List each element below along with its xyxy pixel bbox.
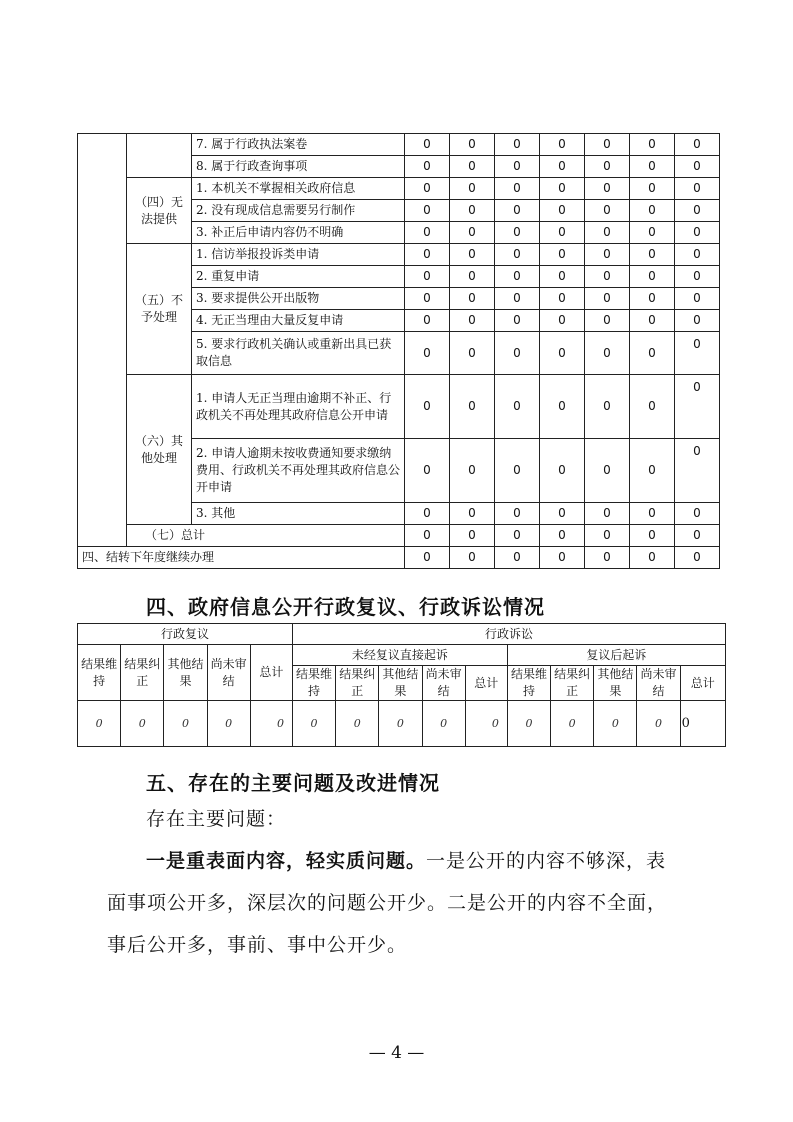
value-cell: 0 [450,200,495,222]
value-cell: 0 [540,266,585,288]
review-col-header: 尚未审结 [207,645,250,701]
review-col-header: 总计 [250,645,292,701]
after-col-header: 总计 [680,666,725,701]
value-cell: 0 [540,525,585,547]
table-row [78,375,720,439]
direct-value: 0 [379,701,422,747]
row-label: 1. 信访举报投诉类申请 [192,244,405,266]
value-cell: 0 [540,547,585,569]
value-cell: 0 [450,332,495,375]
value-cell: 0 [675,439,720,503]
after-value: 0 [637,701,680,747]
value-cell: 0 [450,244,495,266]
direct-value: 0 [422,701,465,747]
row-label: 8. 属于行政查询事项 [192,156,405,178]
value-cell: 0 [450,288,495,310]
value-cell: 0 [585,222,630,244]
after-value: 0 [507,701,550,747]
value-cell: 0 [675,244,720,266]
value-cell: 0 [495,288,540,310]
group-label [127,134,192,178]
after-value: 0 [551,701,594,747]
value-cell: 0 [675,332,720,375]
value-cell: 0 [540,288,585,310]
after-col-header: 其他结果 [594,666,637,701]
value-cell: 0 [405,156,450,178]
value-cell: 0 [450,503,495,525]
value-cell: 0 [495,244,540,266]
problem-bold-lead: 一是重表面内容，轻实质问题。 [146,850,427,872]
after-review-header: 复议后起诉 [507,645,725,666]
problems-paragraph-line3: 事后公开多，事前、事中公开少。 [107,934,408,956]
row-label: 3. 其他 [192,503,405,525]
value-cell: 0 [495,525,540,547]
direct-suit-header: 未经复议直接起诉 [292,645,507,666]
value-cell: 0 [405,503,450,525]
row-label: 2. 申请人逾期未按收费通知要求缴纳费用、行政机关不再处理其政府信息公开申请 [192,439,405,503]
review-col-header: 结果纠正 [121,645,164,701]
value-cell: 0 [540,178,585,200]
group-label: （五）不予处理 [127,244,192,375]
review-value: 0 [164,701,207,747]
table-row [78,178,720,200]
review-litigation-table [77,623,726,747]
direct-col-header: 结果纠正 [336,666,379,701]
direct-col-header: 总计 [465,666,507,701]
problems-paragraph-line2: 面事项公开多，深层次的问题公开少。二是公开的内容不全面， [107,892,668,914]
review-value: 0 [121,701,164,747]
carryover-row [78,547,720,569]
value-cell: 0 [630,288,675,310]
problems-paragraph-line1 [146,843,666,880]
after-col-header: 结果纠正 [551,666,594,701]
value-cell: 0 [405,178,450,200]
direct-value: 0 [292,701,335,747]
value-cell: 0 [630,310,675,332]
value-cell: 0 [675,503,720,525]
problems-intro: 存在主要问题： [146,808,287,830]
value-cell: 0 [540,310,585,332]
value-cell: 0 [675,310,720,332]
row-label: 3. 补正后申请内容仍不明确 [192,222,405,244]
value-cell: 0 [405,332,450,375]
value-cell: 0 [585,375,630,439]
value-cell: 0 [630,134,675,156]
value-cell: 0 [630,200,675,222]
litigation-header: 行政诉讼 [292,624,725,645]
value-cell: 0 [495,310,540,332]
total-label: （七）总计 [127,525,405,547]
page-number: — 4 — [368,1043,425,1063]
value-cell: 0 [450,156,495,178]
value-cell: 0 [585,503,630,525]
value-cell: 0 [540,222,585,244]
value-cell: 0 [495,200,540,222]
value-cell: 0 [405,134,450,156]
row-label: 2. 没有现成信息需要另行制作 [192,200,405,222]
value-cell: 0 [630,156,675,178]
value-cell: 0 [630,547,675,569]
direct-col-header: 尚未审结 [422,666,465,701]
value-cell: 0 [540,375,585,439]
section-5-heading: 五、存在的主要问题及改进情况 [146,771,440,795]
value-cell: 0 [495,439,540,503]
value-cell: 0 [405,525,450,547]
value-cell: 0 [675,547,720,569]
value-cell: 0 [450,525,495,547]
value-cell: 0 [450,310,495,332]
value-cell: 0 [675,288,720,310]
value-cell: 0 [405,266,450,288]
after-col-header: 尚未审结 [637,666,680,701]
outer-category-cell [78,134,127,547]
row-label: 2. 重复申请 [192,266,405,288]
direct-value: 0 [336,701,379,747]
value-cell: 0 [495,547,540,569]
value-cell: 0 [675,156,720,178]
value-cell: 0 [585,244,630,266]
row-label: 4. 无正当理由大量反复申请 [192,310,405,332]
value-cell: 0 [540,244,585,266]
value-cell: 0 [675,525,720,547]
value-cell: 0 [405,222,450,244]
value-cell: 0 [540,156,585,178]
value-cell: 0 [585,200,630,222]
direct-value: 0 [465,701,507,747]
value-cell: 0 [495,266,540,288]
review-value: 0 [250,701,292,747]
value-cell: 0 [540,134,585,156]
row-label: 3. 要求提供公开出版物 [192,288,405,310]
value-cell: 0 [405,244,450,266]
value-cell: 0 [450,375,495,439]
value-cell: 0 [585,310,630,332]
value-cell: 0 [585,288,630,310]
value-cell: 0 [495,332,540,375]
problem-text: 一是公开的内容不够深，表 [426,850,667,872]
value-cell: 0 [630,178,675,200]
value-cell: 0 [540,332,585,375]
value-cell: 0 [630,503,675,525]
value-cell: 0 [405,439,450,503]
review-col-header: 结果维持 [78,645,121,701]
value-cell: 0 [450,222,495,244]
after-value: 0 [594,701,637,747]
value-cell: 0 [540,503,585,525]
value-cell: 0 [405,288,450,310]
value-cell: 0 [450,266,495,288]
section-4-heading: 四、政府信息公开行政复议、行政诉讼情况 [146,595,545,619]
value-cell: 0 [540,200,585,222]
value-cell: 0 [405,375,450,439]
value-cell: 0 [495,156,540,178]
table-row [78,244,720,266]
value-cell: 0 [450,439,495,503]
value-cell: 0 [630,332,675,375]
value-cell: 0 [495,178,540,200]
value-cell: 0 [450,547,495,569]
value-cell: 0 [630,244,675,266]
value-cell: 0 [630,439,675,503]
row-label: 5. 要求行政机关确认或重新出具已获取信息 [192,332,405,375]
value-cell: 0 [495,222,540,244]
value-cell: 0 [585,156,630,178]
value-cell: 0 [585,525,630,547]
value-cell: 0 [495,375,540,439]
value-cell: 0 [450,178,495,200]
review-header: 行政复议 [78,624,293,645]
after-value: 0 [680,701,725,747]
value-cell: 0 [630,266,675,288]
value-cell: 0 [630,525,675,547]
value-cell: 0 [630,222,675,244]
application-handling-table [77,133,720,569]
value-cell: 0 [585,547,630,569]
value-cell: 0 [585,266,630,288]
direct-col-header: 结果维持 [292,666,335,701]
value-cell: 0 [675,266,720,288]
value-cell: 0 [450,134,495,156]
value-cell: 0 [405,547,450,569]
after-col-header: 结果维持 [507,666,550,701]
group-label: （四）无法提供 [127,178,192,244]
value-cell: 0 [585,332,630,375]
value-cell: 0 [405,200,450,222]
table-row [78,134,720,156]
review-value: 0 [207,701,250,747]
review-col-header: 其他结果 [164,645,207,701]
value-cell: 0 [585,178,630,200]
row-label: 1. 本机关不掌握相关政府信息 [192,178,405,200]
value-cell: 0 [585,439,630,503]
value-cell: 0 [495,503,540,525]
carryover-label: 四、结转下年度继续办理 [78,547,405,569]
direct-col-header: 其他结果 [379,666,422,701]
group-label: （六）其他处理 [127,375,192,525]
value-cell: 0 [675,178,720,200]
value-cell: 0 [675,222,720,244]
value-cell: 0 [405,310,450,332]
total-row [78,525,720,547]
review-value: 0 [78,701,121,747]
row-label: 7. 属于行政执法案卷 [192,134,405,156]
value-cell: 0 [675,134,720,156]
row-label: 1. 申请人无正当理由逾期不补正、行政机关不再处理其政府信息公开申请 [192,375,405,439]
value-cell: 0 [540,439,585,503]
value-cell: 0 [675,375,720,439]
value-cell: 0 [630,375,675,439]
value-cell: 0 [675,200,720,222]
value-cell: 0 [585,134,630,156]
value-cell: 0 [495,134,540,156]
